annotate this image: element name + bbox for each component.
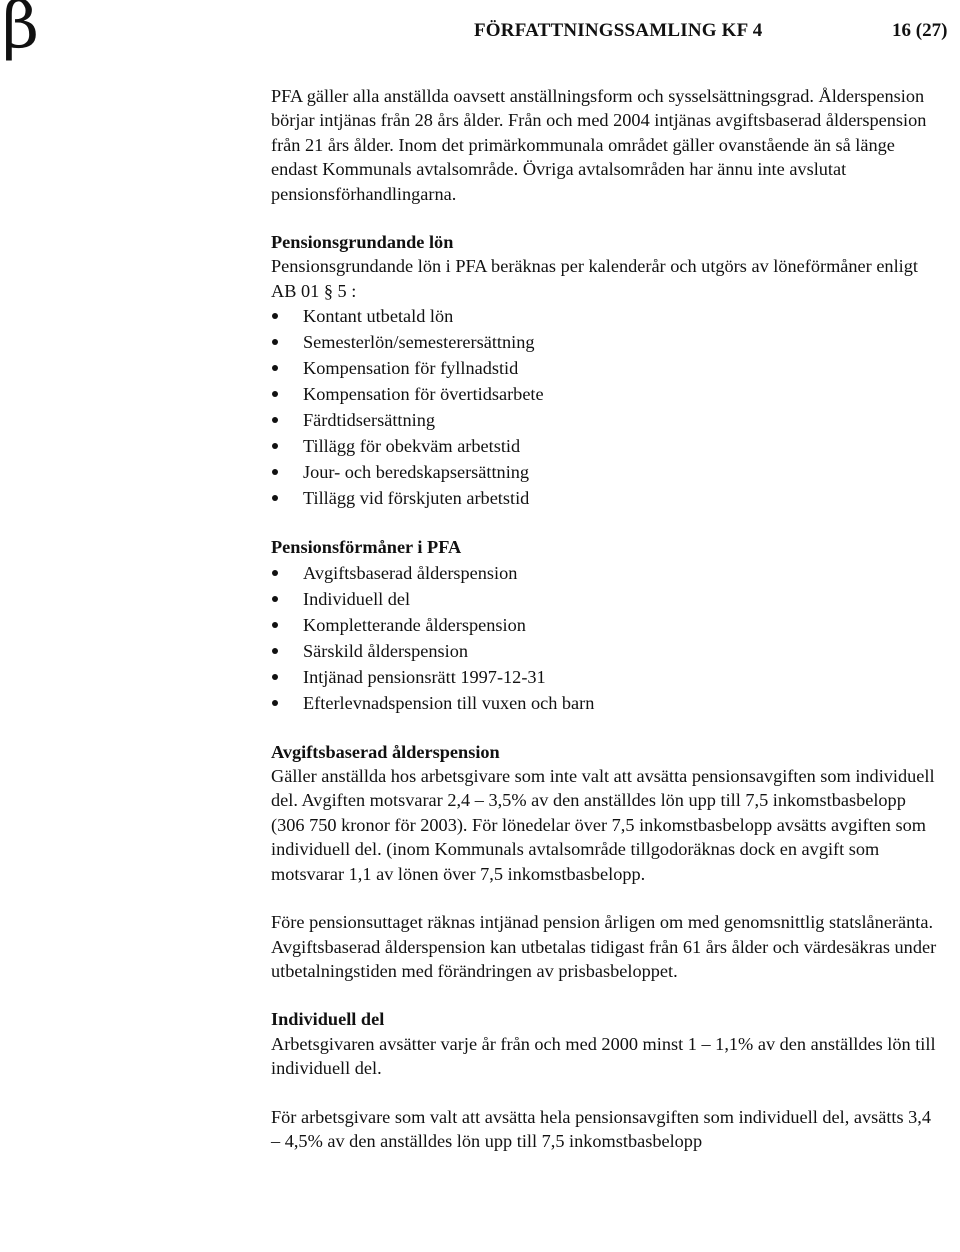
section-pensionsgrundande-lon bbox=[271, 230, 939, 511]
list-item: Kompensation för övertidsarbete bbox=[271, 381, 939, 407]
list-item: Semesterlön/semesterersättning bbox=[271, 329, 939, 355]
section-pensionsformaner bbox=[271, 535, 939, 715]
list-item: Särskild ålderspension bbox=[271, 638, 939, 664]
section-paragraph: Arbetsgivaren avsätter varje år från och med 2000 minst 1 – 1,1% av den anställdes lön till individuell del. bbox=[271, 1033, 936, 1079]
list-item: Tillägg vid förskjuten arbetstid bbox=[271, 485, 939, 511]
list-item: Färdtidsersättning bbox=[271, 407, 939, 433]
section-avgiftsbaserad bbox=[271, 740, 939, 984]
document-series-title: FÖRFATTNINGSSAMLING KF 4 bbox=[474, 20, 763, 41]
list-item: Kompensation för fyllnadstid bbox=[271, 355, 939, 381]
list-item: Kontant utbetald lön bbox=[271, 303, 939, 329]
list-item: Kompletterande ålderspension bbox=[271, 612, 939, 638]
benefits-bullet-list bbox=[271, 560, 939, 716]
section-heading: Pensionsgrundande lön bbox=[271, 232, 454, 253]
section-heading: Individuell del bbox=[271, 1009, 385, 1030]
logo-beta: β bbox=[2, 0, 39, 63]
list-item: Efterlevnadspension till vuxen och barn bbox=[271, 690, 939, 716]
list-item: Jour- och beredskapsersättning bbox=[271, 459, 939, 485]
document-body bbox=[271, 84, 939, 1153]
intro-paragraph: PFA gäller alla anställda oavsett anställningsform och sysselsättningsgrad. Ålderspension börjar intjänas från 28 års ålder. Från och med 2004 intjänas avgiftsbaserad ålderspension från 21 års ålder. Inom det primärkommunala området gäller ovanstående än så länge endast Kommunals avtalsområde. Övriga avtalsområden har ännu inte avslutat pensionsförhandlingarna. bbox=[271, 86, 927, 204]
list-item: Intjänad pensionsrätt 1997-12-31 bbox=[271, 664, 939, 690]
section-individuell-del bbox=[271, 1007, 939, 1153]
list-item: Tillägg för obekväm arbetstid bbox=[271, 433, 939, 459]
list-item: Avgiftsbaserad ålderspension bbox=[271, 560, 939, 586]
section-paragraph: Gäller anställda hos arbetsgivare som inte valt att avsätta pensionsavgiften som individuell del. Avgiften motsvarar 2,4 – 3,5% av den anställdes lön upp till 7,5 inkomstbasbelopp (306 750 kronor för 2003). För lönedelar över 7,5 inkomstbasbelopp avsätts avgiften som individuell del. (inom Kommunals avtalsområde tillgodoräknas dock en avgift som motsvarar 1,1 av lönen över 7,5 inkomstbasbelopp. bbox=[271, 766, 935, 884]
page-number: 16 (27) bbox=[892, 20, 948, 41]
section-heading: Avgiftsbaserad ålderspension bbox=[271, 741, 500, 762]
section-paragraph: För arbetsgivare som valt att avsätta hela pensionsavgiften som individuell del, avsätts 3,4 – 4,5% av den anställdes lön upp till 7,5 inkomstbasbelopp bbox=[271, 1106, 932, 1151]
section-text: Pensionsgrundande lön i PFA beräknas per kalenderår och utgörs av löneförmåner enligt AB 01 § 5 : bbox=[271, 256, 918, 301]
section-paragraph: Före pensionsuttaget räknas intjänad pension årligen om med genomsnittlig statslåneränta. Avgiftsbaserad ålderspension kan utbetalas tidigast från 61 års ålder och värdesäkras under utbetalningstiden med förändringen av prisbasbeloppet. bbox=[271, 912, 937, 981]
pgl-bullet-list bbox=[271, 303, 939, 511]
section-heading: Pensionsförmåner i PFA bbox=[271, 537, 462, 558]
list-item: Individuell del bbox=[271, 586, 939, 612]
